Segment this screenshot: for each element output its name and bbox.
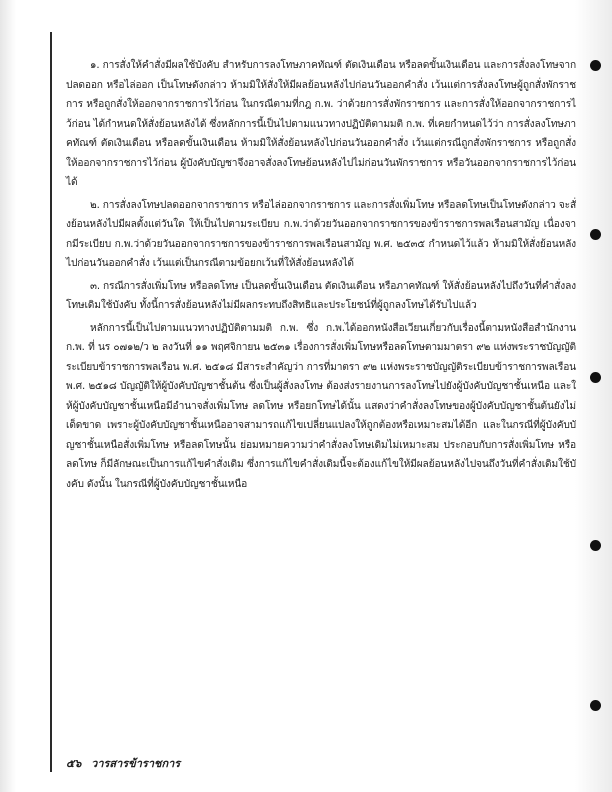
binding-hole-icon xyxy=(590,372,601,383)
paragraph-1: ๑. การสั่งให้คำสั่งมีผลใช้บังคับ สำหรับการลงโทษภาคทัณฑ์ ตัดเงินเดือน หรือลดขั้นเงินเดือน และการสั่งลงโทษจากปลดออก หรือไล่ออก เป็นโทษดังกล่าว ห้ามมิให้สั่งให้มีผลย้อนหลังไปก่อนวันออกคำสั่ง เว้นแต่การสั่งลงโทษผู้ถูกสั่งพักราชการ หรือถูกสั่งให้ออกจากราชการไว้ก่อน ในกรณีตามที่กฎ ก.พ. ว่าด้วยการสั่งพักราชการ และการสั่งให้ออกจากราชการไว้ก่อน ได้กำหนดให้สั่งย้อนหลังได้ ซึ่งหลักการนี้เป็นไปตามแนวทางปฏิบัติตามมติ ก.พ. ที่เคยกำหนดไว้ว่า การสั่งลงโทษภาคทัณฑ์ ตัดเงินเดือน หรือลดขั้นเงินเดือน ห้ามมิให้สั่งย้อนหลังไปก่อนวันออกคำสั่ง เว้นแต่กรณีถูกสั่งพักราชการ หรือถูกสั่งให้ออกจากราชการไว้ก่อน ผู้บังคับบัญชาจึงอาจสั่งลงโทษย้อนหลังไปไม่ก่อนวันพักราชการ หรือวันออกจากราชการไว้ก่อนได้ xyxy=(66,60,576,188)
binding-hole-icon xyxy=(590,700,601,711)
body-text xyxy=(66,56,576,497)
binding-hole-icon xyxy=(590,229,601,240)
paragraph-2: ๒. การสั่งลงโทษปลดออกจากราชการ หรือไล่ออกจากราชการ และการสั่งเพิ่มโทษ หรือลดโทษเป็นโทษดังกล่าว จะสั่งย้อนหลังไปมีผลตั้งแต่วันใด ให้เป็นไปตามระเบียบ ก.พ.ว่าด้วยวันออกจากราชการของข้าราชการพลเรือนสามัญ เนื่องจากมีระเบียบ ก.พ.ว่าด้วยวันออกจากราชการของข้าราชการพลเรือนสามัญ พ.ศ. ๒๕๓๕ กำหนดไว้แล้ว ห้ามมิให้สั่งย้อนหลังไปก่อนวันออกคำสั่ง เว้นแต่เป็นกรณีตามข้อยกเว้นที่ให้สั่งย้อนหลังได้ xyxy=(66,199,577,269)
paragraph-4: หลักการนี้เป็นไปตามแนวทางปฏิบัติตามมติ ก.พ. ซึ่ง ก.พ.ได้ออกหนังสือเวียนเกี่ยวกับเรื่องนี้ตามหนังสือสำนักงาน ก.พ. ที่ นร ๐๗๑๒/ว ๒ ลงวันที่ ๑๑ พฤศจิกายน ๒๕๓๑ เรื่องการสั่งเพิ่มโทษหรือลดโทษตามมาตรา ๙๒ แห่งพระราชบัญญัติระเบียบข้าราชการพลเรือน พ.ศ. ๒๕๑๘ มีสาระสำคัญว่า การที่มาตรา ๙๒ แห่งพระราชบัญญัติระเบียบข้าราชการพลเรือน พ.ศ. ๒๕๑๘ บัญญัติให้ผู้บังคับบัญชาชั้นต้น ซึ่งเป็นผู้สั่งลงโทษ ต้องส่งรายงานการลงโทษไปยังผู้บังคับบัญชาชั้นเหนือ และให้ผู้บังคับบัญชาชั้นเหนือมีอำนาจสั่งเพิ่มโทษ ลดโทษ หรือยกโทษได้นั้น แสดงว่าคำสั่งลงโทษของผู้บังคับบัญชาชั้นต้นยังไม่เด็ดขาด เพราะผู้บังคับบัญชาชั้นเหนืออาจสามารถแก้ไขเปลี่ยนแปลงให้ถูกต้องหรือเหมาะสมได้อีก และในกรณีที่ผู้บังคับบัญชาชั้นเหนือสั่งเพิ่มโทษ หรือลดโทษนั้น ย่อมหมายความว่าคำสั่งลงโทษเดิมไม่เหมาะสม ประกอบกับการสั่งเพิ่มโทษ หรือลดโทษ ก็มีลักษณะเป็นการแก้ไขคำสั่งเดิม ซึ่งการแก้ไขคำสั่งเดิมนี้จะต้องแก้ไขให้มีผลย้อนหลังไปจนถึงวันที่คำสั่งเดิมใช้บังคับ ดังนั้น ในกรณีที่ผู้บังคับบัญชาชั้นเหนือ xyxy=(66,322,576,490)
page-footer xyxy=(66,754,180,772)
left-margin-bar xyxy=(50,32,52,772)
paragraph-3: ๓. กรณีการสั่งเพิ่มโทษ หรือลดโทษ เป็นลดขั้นเงินเดือน ตัดเงินเดือน หรือภาคทัณฑ์ ให้สั่งย้อนหลังไปถึงวันที่คำสั่งลงโทษเดิมใช้บังคับ ทั้งนี้การสั่งย้อนหลังไม่มีผลกระทบถึงสิทธิและประโยชน์ที่ผู้ถูกลงโทษได้รับไปแล้ว xyxy=(66,280,576,311)
binding-hole-icon xyxy=(590,540,601,551)
binding-hole-icon xyxy=(590,60,601,71)
publication-title: วารสารข้าราชการ xyxy=(91,757,181,770)
page-number: ๕๖ xyxy=(66,757,82,770)
